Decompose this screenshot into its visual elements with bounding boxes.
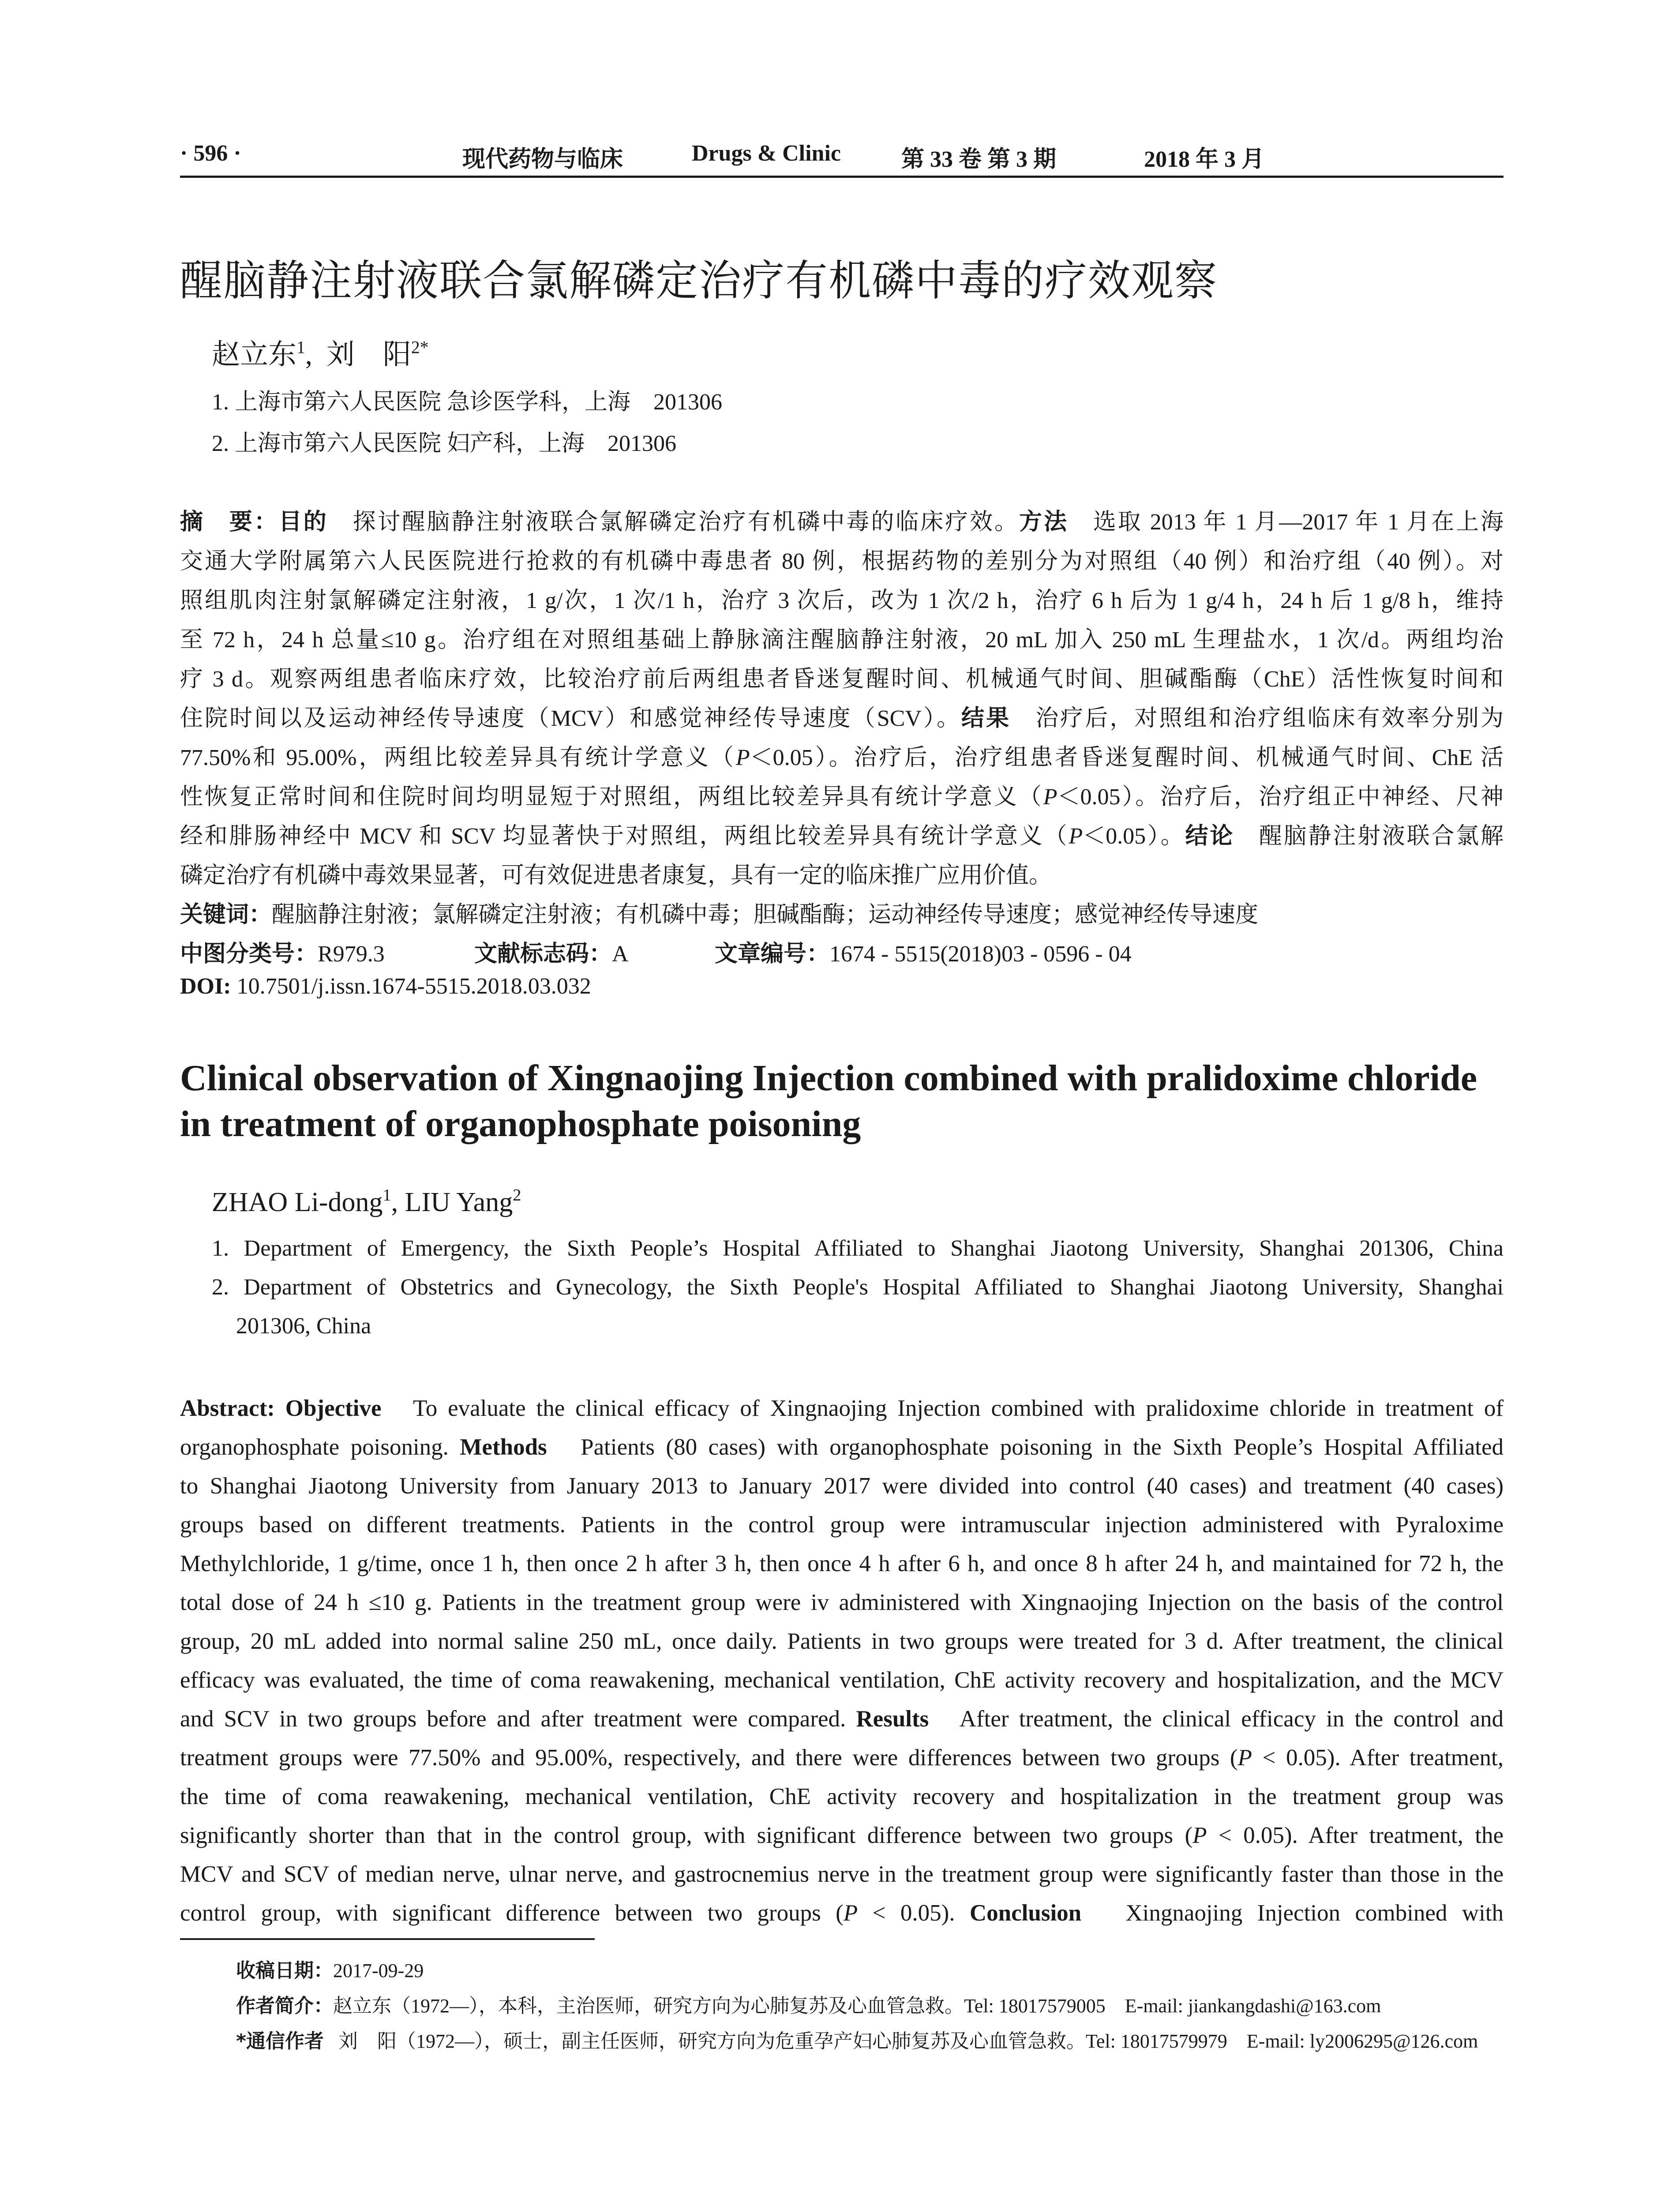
en-abstract-text: To evaluate the clinical efficacy of Xingnaojing Injection combined with pralidoxime chloride in treatment of — [413, 1396, 1504, 1421]
en-abstract-text: Patients (80 cases) with organophosphate poisoning in the Sixth People’s Hospital Affiliated — [581, 1434, 1504, 1460]
en-abstract-text: < 0.05). — [858, 1900, 955, 1926]
footnote-label: 收稿日期： — [236, 1959, 333, 1982]
journal-name-en: Drugs & Clinic — [692, 141, 841, 166]
keywords-label: 关键词： — [180, 901, 272, 928]
p-value-symbol: P — [843, 1900, 858, 1926]
footnote-rule — [180, 1938, 595, 1940]
footnote-author — [236, 1990, 1381, 2018]
en-abstract-line: Methylchloride, 1 g/time, once 1 h, then once 2 h after 3 h, then once 4 h after 6 h, and once 8 h after 24 h, and maintained for 72 h, the — [180, 1551, 1504, 1576]
en-abstract-line: the time of coma reawakening, mechanical ventilation, ChE activity recovery and hospitalization in the treatment group was — [180, 1784, 1504, 1809]
en-abstract-text: significantly shorter than that in the control group, with significant difference between two groups ( — [180, 1823, 1193, 1848]
en-abstract-line — [180, 1745, 1504, 1771]
document-code-value: A — [612, 942, 629, 967]
zh-abstract-line — [180, 817, 1504, 850]
journal-name-zh: 现代药物与临床 — [462, 146, 623, 173]
footnote-text: 2017-09-29 — [333, 1960, 424, 1981]
page-number: · 596 · — [180, 141, 241, 166]
zh-abstract-text: 77.50%和 95.00%，两组比较差异具有统计学意义（ — [180, 745, 736, 770]
en-conclusion-label: Conclusion — [969, 1900, 1082, 1926]
zh-abstract-text: ＜0.05）。 — [1083, 824, 1185, 849]
en-affiliation: 201306, China — [236, 1313, 371, 1339]
clc-label: 中图分类号： — [180, 941, 318, 967]
en-abstract-text: After treatment, the clinical efficacy in the control and — [959, 1706, 1504, 1732]
zh-conclusion-label: 结论 — [1185, 823, 1235, 849]
article-number-value: 1674 - 5515(2018)03 - 0596 - 04 — [829, 942, 1132, 967]
en-abstract-line — [180, 1434, 1504, 1460]
en-abstract-line: efficacy was evaluated, the time of coma reawakening, mechanical ventilation, ChE activity recovery and hospitalization, and the MCV — [180, 1667, 1504, 1693]
zh-abstract-text: 经和腓肠神经中 MCV 和 SCV 均显著快于对照组，两组比较差异具有统计学意义（ — [180, 824, 1069, 849]
zh-abstract-line: 磷定治疗有机磷中毒效果显著，可有效促进患者康复，具有一定的临床推广应用价值。 — [180, 863, 1052, 888]
doi-value: 10.7501/j.issn.1674-5515.2018.03.032 — [236, 974, 591, 999]
en-abstract-line — [180, 1395, 1504, 1422]
en-abstract-text: and SCV in two groups before and after treatment were compared. — [180, 1706, 846, 1732]
zh-results-label: 结果 — [961, 705, 1011, 732]
en-authors: ZHAO Li-dong$^1$, LIU Yang$^2$ — [212, 1186, 521, 1217]
running-header — [180, 140, 1504, 180]
en-abstract-line: to Shanghai Jiaotong University from January 2013 to January 2017 were divided into control (40 cases) and treatment (40 cases) — [180, 1473, 1504, 1499]
zh-affiliation: 1. 上海市第六人民医院 急诊医学科，上海 201306 — [212, 390, 723, 415]
en-methods-label: Methods — [460, 1434, 547, 1460]
author-name: ZHAO Li-dong — [212, 1187, 383, 1217]
zh-title: 醒脑静注射液联合氯解磷定治疗有机磷中毒的疗效观察 — [180, 256, 1218, 305]
zh-abstract-line: 至 72 h，24 h 总量≤10 g。治疗组在对照组基础上静脉滴注醒脑静注射液，20 mL 加入 250 mL 生理盐水，1 次/d。两组均治 — [180, 627, 1504, 653]
en-abstract-line: group, 20 mL added into normal saline 250 mL, once daily. Patients in two groups were treated for 3 d. After treatment, the clinical — [180, 1628, 1504, 1654]
footnote-text: 刘 阳（1972—），硕士，副主任医师，研究方向为危重孕产妇心肺复苏及心血管急救。Tel: 18017579979 E-mail: ly2006295@126.com — [338, 2030, 1478, 2052]
clc-number — [180, 935, 385, 968]
en-abstract-line: total dose of 24 h ≤10 g. Patients in the treatment group were iv administered with Xingnaojing Injection on the basis of the control — [180, 1590, 1504, 1615]
en-abstract-line — [180, 1900, 1504, 1926]
zh-abstract-text: 治疗后，对照组和治疗组临床有效率分别为 — [1035, 706, 1504, 731]
author-affiliation-mark: 2* — [411, 338, 429, 357]
en-abstract-line — [180, 1822, 1504, 1849]
article-number — [715, 935, 1132, 968]
zh-abstract-line — [180, 699, 1504, 732]
en-results-label: Results — [856, 1706, 929, 1732]
zh-keywords — [180, 896, 1504, 929]
en-abstract-text: < 0.05). After treatment, — [1252, 1745, 1504, 1771]
en-title-line: Clinical observation of Xingnaojing Injection combined with pralidoxime chloride — [180, 1058, 1478, 1099]
zh-objective-label: 目的 — [278, 509, 328, 535]
zh-affiliation: 2. 上海市第六人民医院 妇产科，上海 201306 — [212, 431, 677, 456]
en-abstract-line: groups based on different treatments. Patients in the control group were intramuscular injection administered with Pyraloxime — [180, 1512, 1504, 1538]
clc-value: R979.3 — [318, 942, 385, 967]
en-title-line: in treatment of organophosphate poisoning — [180, 1103, 861, 1144]
en-title — [180, 1055, 1504, 1147]
en-abstract-line — [180, 1706, 1504, 1732]
p-value-symbol: P — [1192, 1823, 1207, 1848]
doi — [180, 973, 591, 999]
footnote-label: 作者简介： — [236, 1995, 333, 2017]
doi-label: DOI: — [180, 974, 231, 999]
author-name: 刘 阳 — [326, 339, 411, 370]
en-abstract-text: Xingnaojing Injection combined with — [1125, 1900, 1504, 1926]
zh-authors: 赵立东$^1$, 刘 阳$^{2*}$ — [212, 338, 429, 370]
footnote-label: *通信作者 — [236, 2030, 324, 2052]
en-abstract-line: MCV and SCV of median nerve, ulnar nerve, and gastrocnemius nerve in the treatment group were significantly faster than those in the — [180, 1861, 1504, 1887]
author-affiliation-mark: 1 — [296, 338, 305, 357]
author-affiliation-mark: 2 — [513, 1186, 521, 1205]
en-affiliation: 2. Department of Obstetrics and Gynecology, the Sixth People's Hospital Affiliated to Shanghai Jiaotong University, Shanghai — [212, 1275, 1504, 1300]
zh-abstract-line — [180, 503, 1504, 536]
zh-abstract-text: 醒脑静注射液联合氯解 — [1259, 824, 1504, 849]
en-abstract-text: < 0.05). After treatment, the — [1207, 1823, 1504, 1848]
p-value-symbol: P — [1238, 1745, 1252, 1771]
zh-abstract-line — [180, 778, 1504, 811]
footnote-text: 赵立东（1972—），本科，主治医师，研究方向为心肺复苏及心血管急救。Tel: 18017579005 E-mail: jiankangdashi@163.com — [333, 1995, 1381, 2017]
zh-abstract-text: 探讨醒脑静注射液联合氯解磷定治疗有机磷中毒的临床疗效。 — [352, 510, 1019, 535]
p-value-symbol: P — [735, 745, 750, 770]
header-rule — [180, 176, 1504, 178]
footnote-received — [236, 1955, 424, 1983]
author-name: LIU Yang — [405, 1187, 513, 1217]
en-abstract-text: treatment groups were 77.50% and 95.00%, respectively, and there were differences between two groups ( — [180, 1745, 1238, 1771]
zh-abstract-text: 住院时间以及运动神经传导速度（MCV）和感觉神经传导速度（SCV）。 — [180, 706, 961, 731]
zh-methods-label: 方法 — [1019, 509, 1069, 535]
article-number-label: 文章编号： — [715, 941, 830, 967]
en-abstract-text: organophosphate poisoning. — [180, 1434, 449, 1460]
zh-abstract-line: 交通大学附属第六人民医院进行抢救的有机磷中毒患者 80 例，根据药物的差别分为对照组（40 例）和治疗组（40 例）。对 — [180, 549, 1504, 574]
zh-abstract-text: 性恢复正常时间和住院时间均明显短于对照组，两组比较差异具有统计学意义（ — [180, 784, 1043, 810]
en-abstract-text: control group, with significant difference between two groups ( — [180, 1900, 844, 1926]
zh-abstract-line: 疗 3 d。观察两组患者临床疗效，比较治疗前后两组患者昏迷复醒时间、机械通气时间、胆碱酯酶（ChE）活性恢复时间和 — [180, 667, 1504, 692]
keywords-text: 醒脑静注射液；氯解磷定注射液；有机磷中毒；胆碱酯酶；运动神经传导速度；感觉神经传导速度 — [272, 902, 1259, 927]
p-value-symbol: P — [1069, 824, 1083, 849]
zh-abstract-text: ＜0.05）。治疗后，治疗组正中神经、尺神 — [1057, 784, 1504, 810]
zh-abstract-text: ＜0.05）。治疗后，治疗组患者昏迷复醒时间、机械通气时间、ChE 活 — [750, 745, 1504, 770]
zh-abstract-line: 照组肌肉注射氯解磷定注射液，1 g/次，1 次/1 h，治疗 3 次后，改为 1 次/2 h，治疗 6 h 后为 1 g/4 h，24 h 后 1 g/8 h，维持 — [180, 588, 1504, 613]
p-value-symbol: P — [1043, 784, 1058, 810]
issue-date: 2018 年 3 月 — [1144, 147, 1265, 172]
en-abstract-label: Abstract: Objective — [180, 1396, 382, 1421]
document-code — [474, 935, 629, 968]
en-affiliation: 1. Department of Emergency, the Sixth People’s Hospital Affiliated to Shanghai Jiaotong University, Shanghai 201306, China — [212, 1236, 1504, 1261]
volume-issue: 第 33 卷 第 3 期 — [901, 147, 1057, 172]
zh-abstract-line — [180, 739, 1504, 772]
zh-abstract-text: 选取 2013 年 1 月—2017 年 1 月在上海 — [1093, 510, 1504, 535]
document-code-label: 文献标志码： — [474, 941, 612, 967]
author-affiliation-mark: 1 — [382, 1186, 391, 1205]
zh-abstract-label: 摘 要： — [180, 509, 279, 535]
footnote-corresponding — [236, 2025, 1478, 2053]
author-name: 赵立东 — [212, 339, 296, 370]
